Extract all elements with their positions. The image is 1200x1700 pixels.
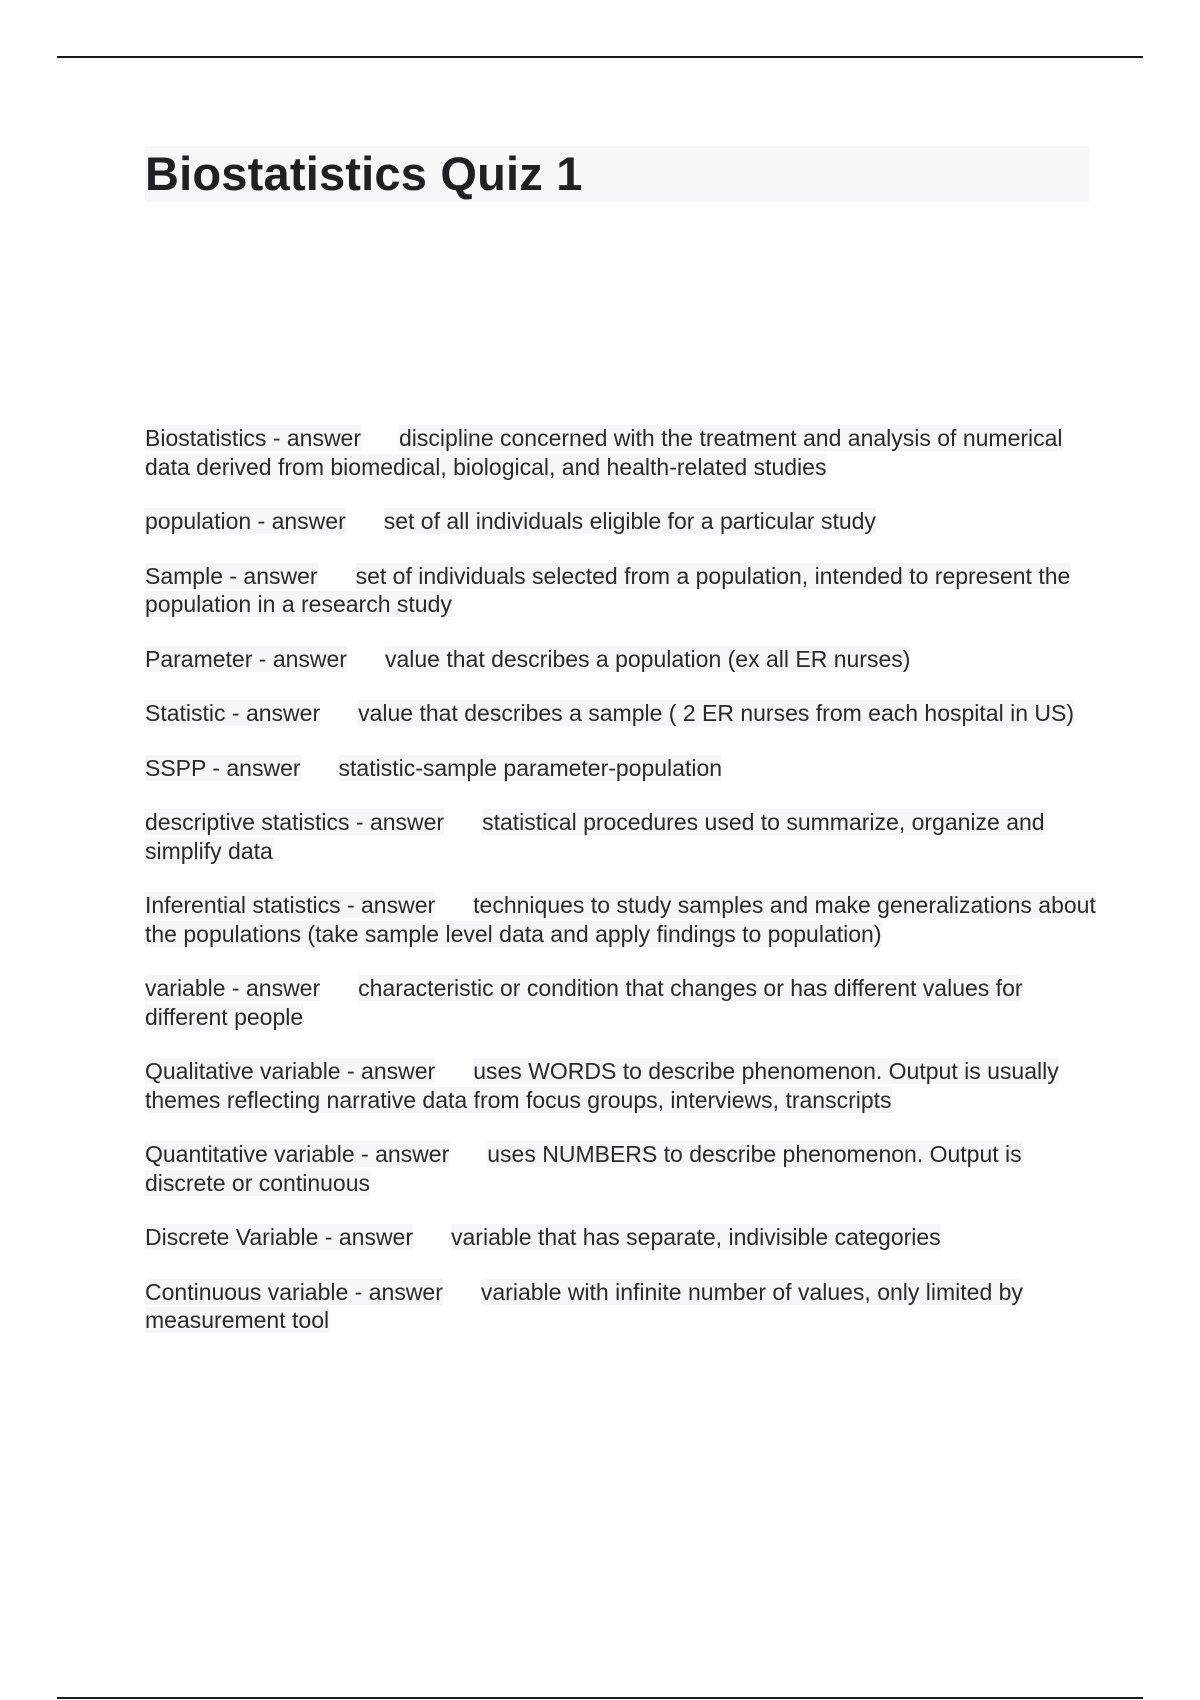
flashcard-entry (145, 808, 1100, 865)
entry-definition: uses NUMBERS to describe phenomenon. Output is discrete or continuous (145, 1141, 1022, 1196)
bottom-rule (57, 1697, 1143, 1699)
entry-definition: techniques to study samples and make generalizations about the populations (take sample level data and apply findings to population) (145, 892, 1096, 947)
flashcard-entry (145, 754, 1100, 783)
entry-term: Statistic - answer (145, 700, 321, 726)
entry-term: Quantitative variable - answer (145, 1141, 450, 1167)
entry-definition: variable with infinite number of values, only limited by measurement tool (145, 1278, 1023, 1333)
entry-term: Qualitative variable - answer (145, 1058, 436, 1084)
flashcard-entry (145, 562, 1100, 619)
entry-term: population - answer (145, 508, 346, 534)
entry-term: Sample - answer (145, 562, 318, 589)
flashcard-entry (145, 891, 1100, 948)
entry-definition: set of individuals selected from a population, intended to represent the population in a research study (145, 562, 1071, 617)
flashcard-entry (145, 1278, 1100, 1335)
entry-term: Biostatistics - answer (145, 425, 362, 451)
flashcard-entry (145, 507, 1100, 536)
entry-definition: statistic-sample parameter-population (338, 754, 723, 781)
entry-term: descriptive statistics - answer (145, 809, 445, 835)
entry-definition: statistical procedures used to summarize, organize and simplify data (145, 809, 1045, 864)
top-rule (57, 56, 1143, 58)
entry-term: Inferential statistics - answer (145, 892, 436, 918)
flashcard-entry (145, 424, 1100, 481)
flashcard-entry (145, 645, 1100, 674)
page-title: Biostatistics Quiz 1 (145, 147, 583, 200)
entry-definition: value that describes a population (ex all ER nurses) (384, 645, 911, 672)
entry-term: Continuous variable - answer (145, 1278, 443, 1305)
entry-term: SSPP - answer (145, 754, 301, 781)
flashcard-entry (145, 1223, 1100, 1252)
entry-term: variable - answer (145, 975, 321, 1001)
entry-definition: set of all individuals eligible for a particular study (383, 508, 876, 534)
entry-definition: uses WORDS to describe phenomenon. Output is usually themes reflecting narrative data from focus groups, interviews, transcripts (145, 1058, 1059, 1113)
flashcard-entry (145, 699, 1100, 728)
flashcard-entry (145, 1057, 1100, 1114)
entry-definition: value that describes a sample ( 2 ER nurses from each hospital in US) (358, 700, 1074, 726)
entry-term: Parameter - answer (145, 645, 347, 672)
entry-definition: variable that has separate, indivisible categories (451, 1224, 941, 1250)
entry-definition: discipline concerned with the treatment and analysis of numerical data derived from biomedical, biological, and health-related studies (145, 425, 1063, 480)
flashcard-entry (145, 974, 1100, 1031)
title-block (145, 146, 1089, 202)
entry-definition: characteristic or condition that changes or has different values for different people (145, 975, 1023, 1030)
flashcard-entry (145, 1140, 1100, 1197)
flashcard-list (145, 424, 1100, 1361)
entry-term: Discrete Variable - answer (145, 1224, 414, 1250)
